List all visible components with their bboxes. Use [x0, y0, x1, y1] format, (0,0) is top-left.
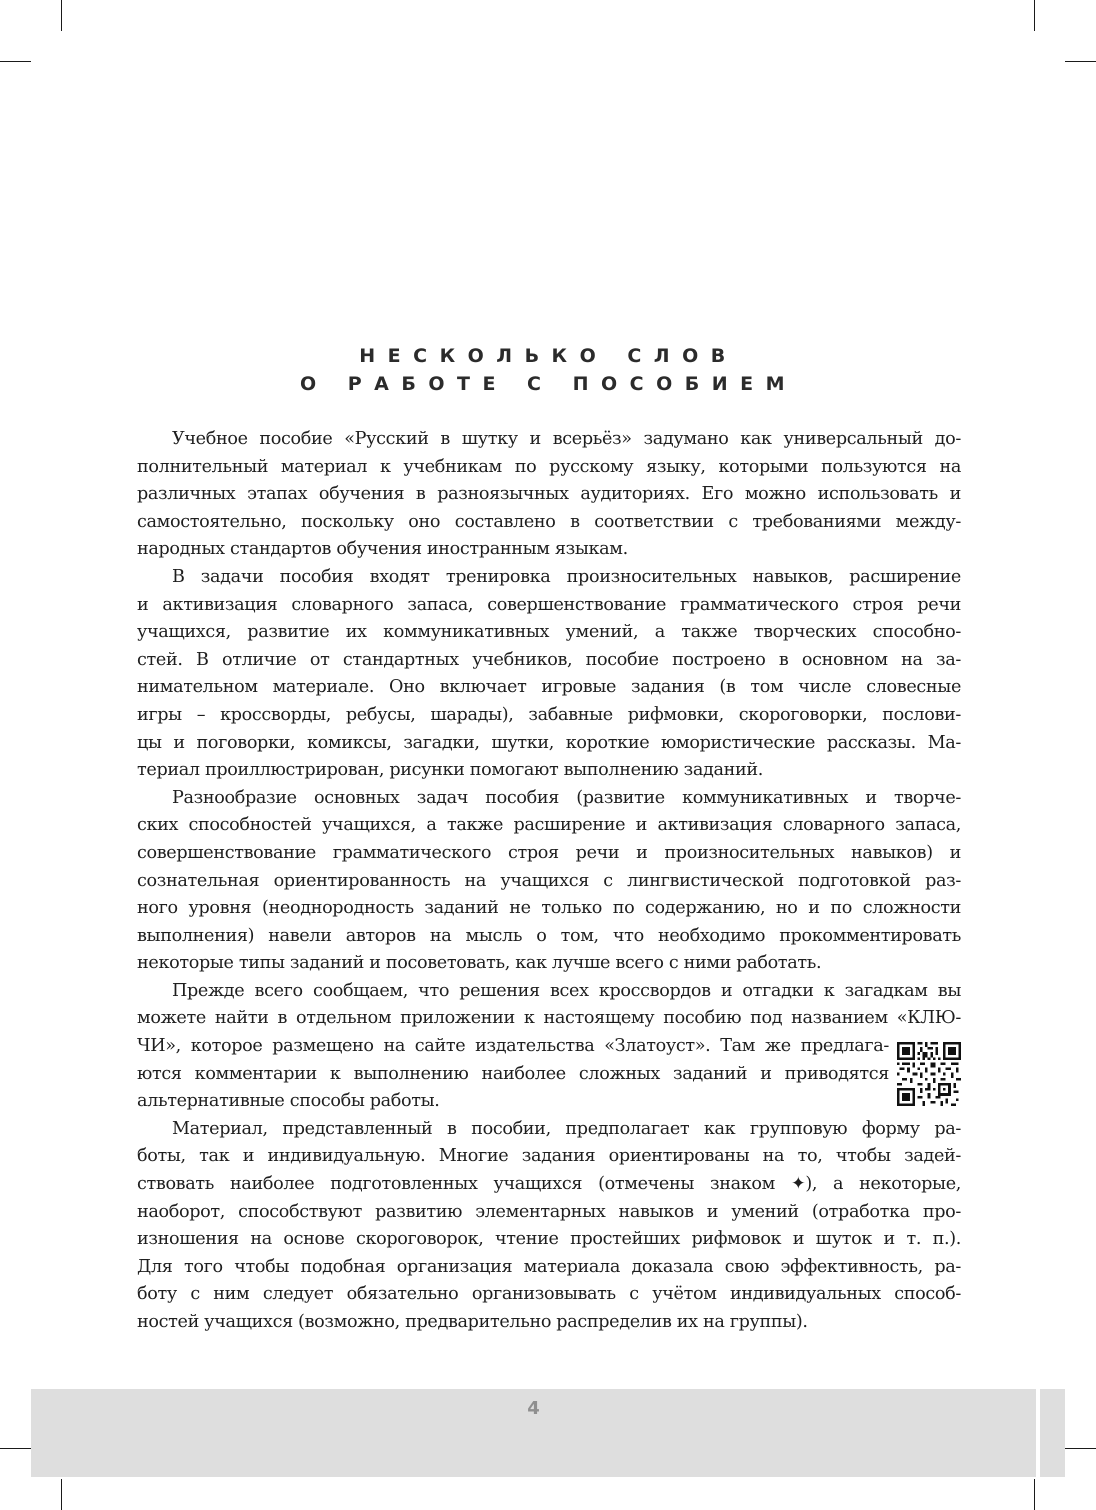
paragraph-5	[137, 1116, 961, 1337]
crop-mark-top-left	[61, 0, 62, 31]
text-line: сознательная ориентированность на учащихся с лингвистической подготовкой раз-	[137, 870, 961, 891]
text-line: выполнения) навели авторов на мысль о том, что необходимо прокомментировать	[137, 925, 961, 946]
page-title-line-2: О РАБОТЕ С ПОСОБИЕМ	[299, 373, 798, 395]
text-line: учащихся, развитие их коммуникативных умений, а также творческих способно-	[137, 622, 961, 643]
paragraph-4	[137, 978, 961, 1116]
text-line: ствовать наиболее подготовленных учащихся (отмечены знаком ✦), а некоторые,	[137, 1174, 961, 1195]
footer-side-tab	[1040, 1389, 1065, 1477]
text-line: стей. В отличие от стандартных учебников, пособие построено в основном на за-	[137, 649, 961, 670]
text-line: ских способностей учащихся, а также расширение и активизация словарного запаса,	[137, 815, 961, 836]
text-line: Для того чтобы подобная организация материала доказала свою эффективность, ра-	[137, 1256, 961, 1277]
text-line: ЧИ», которое размещено на сайте издательства «Златоуст». Там же предлага-	[137, 1036, 889, 1057]
paragraph-1	[137, 426, 961, 564]
text-line: нимательном материале. Оно включает игровые задания (в том числе словесные	[137, 677, 961, 698]
text-line: териал проиллюстрирован, рисунки помогают выполнению заданий.	[137, 760, 764, 781]
page-title	[137, 342, 960, 398]
text-line: совершенствование грамматического строя речи и произносительных навыков) и	[137, 842, 961, 863]
text-line: ного уровня (неоднородность заданий не только по содержанию, но и по сложности	[137, 898, 961, 919]
text-line: Прежде всего сообщаем, что решения всех кроссвордов и отгадки к загадкам вы	[172, 980, 961, 1001]
crop-mark-left-top	[0, 61, 31, 62]
page-number: 4	[527, 1398, 540, 1419]
text-line: ностей учащихся (возможно, предварительно распределив их на группы).	[137, 1312, 808, 1332]
crop-mark-bottom-right	[1034, 1479, 1035, 1510]
text-line: боту с ним следует обязательно организовывать с учётом индивидуальных способ-	[137, 1284, 961, 1305]
page-title-line-1: НЕСКОЛЬКО СЛОВ	[359, 345, 738, 367]
text-line: полнительный материал к учебникам по русскому языку, которыми пользуются на	[137, 456, 961, 477]
crop-mark-left-bottom	[0, 1448, 31, 1449]
text-line: и активизация словарного запаса, совершенствование грамматического строя речи	[137, 594, 961, 615]
article-body	[137, 426, 961, 1337]
text-line: народных стандартов обучения иностранным языкам.	[137, 539, 628, 560]
text-line: изношения на основе скороговорок, чтение простейших рифмовок и шуток и т. п.).	[137, 1229, 961, 1250]
text-line: альтернативные способы работы.	[137, 1091, 440, 1112]
text-line: цы и поговорки, комиксы, загадки, шутки, короткие юмористические рассказы. Ма-	[137, 732, 961, 753]
paragraph-3	[137, 785, 961, 978]
text-line: игры – кроссворды, ребусы, шарады), забавные рифмовки, скороговорки, послови-	[137, 704, 961, 725]
crop-mark-right-top	[1065, 61, 1096, 62]
crop-mark-bottom-left	[61, 1479, 62, 1510]
text-line: Материал, представленный в пособии, предполагает как групповую форму ра-	[172, 1118, 961, 1139]
text-line: В задачи пособия входят тренировка произносительных навыков, расширение	[172, 566, 961, 587]
crop-mark-top-right	[1034, 0, 1035, 31]
text-line: Разнообразие основных задач пособия (развитие коммуникативных и творче-	[172, 787, 961, 808]
text-line: можете найти в отдельном приложении к настоящему пособию под названием «КЛЮ-	[137, 1008, 961, 1029]
text-line: Учебное пособие «Русский в шутку и всерьёз» задумано как универсальный до-	[172, 429, 961, 449]
text-line: наоборот, способствуют развитию элементарных навыков и умений (отработка про-	[137, 1201, 961, 1222]
text-line: некоторые типы заданий и посоветовать, как лучше всего с ними работать.	[137, 953, 822, 974]
crop-mark-right-bottom	[1065, 1448, 1096, 1449]
paragraph-2	[137, 564, 961, 785]
text-line: ются комментарии к выполнению наиболее сложных заданий и приводятся	[137, 1063, 889, 1084]
text-line: самостоятельно, поскольку оно составлено в соответствии с требованиями между-	[137, 511, 961, 532]
qr-code-icon[interactable]	[897, 1042, 961, 1106]
text-line: боты, так и индивидуальную. Многие задания ориентированы на то, чтобы задей-	[137, 1146, 961, 1167]
text-line: различных этапах обучения в разноязычных аудиториях. Его можно использовать и	[137, 484, 961, 505]
